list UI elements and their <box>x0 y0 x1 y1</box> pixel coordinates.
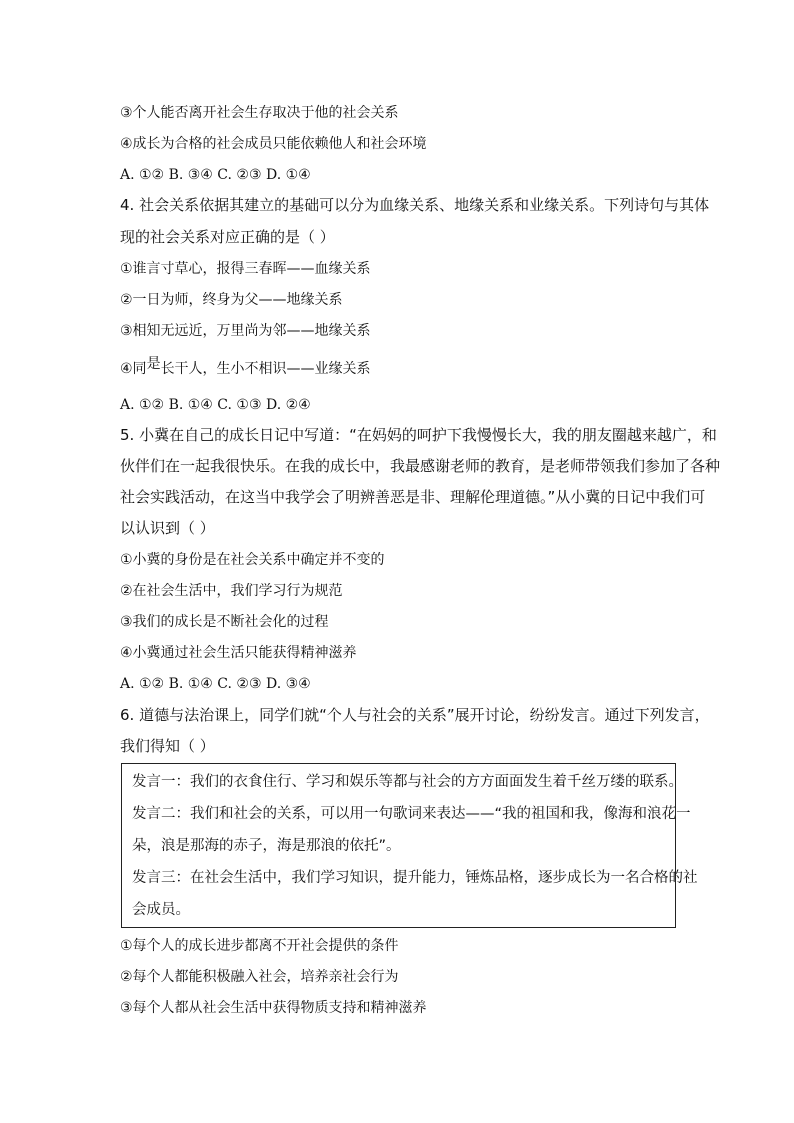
q5-options: A. ①② B. ①④ C. ②③ D. ③④ <box>120 676 311 692</box>
q4-item-4-part-b: 是 <box>146 356 161 372</box>
q6-item-2: ②每个人都能积极融入社会，培养亲社会行为 <box>120 969 399 985</box>
q4-stem-line-2: 现的社会关系对应正确的是（ ） <box>120 228 335 246</box>
q6-speech-3-line-2: 会成员。 <box>132 902 190 918</box>
q4-item-4 <box>120 356 371 378</box>
q3-item-4: ④成长为合格的社会成员只能依赖他人和社会环境 <box>120 136 427 152</box>
q4-item-4-part-c: 长干人，生小不相识——业缘关系 <box>160 361 371 377</box>
q5-stem-line-4: 以认识到（ ） <box>120 519 215 537</box>
q5-item-4: ④小冀通过社会生活只能获得精神滋养 <box>120 645 357 661</box>
q4-item-2: ②一日为师，终身为父——地缘关系 <box>120 292 343 308</box>
q6-speech-box <box>121 763 698 928</box>
q3-item-3: ③个人能否离开社会生存取决于他的社会关系 <box>120 105 399 121</box>
q6-item-1: ①每个人的成长进步都离不开社会提供的条件 <box>120 938 399 954</box>
q3-options: A. ①② B. ③④ C. ②③ D. ①④ <box>120 167 311 183</box>
q6-speech-2-line-2: 朵，浪是那海的赤子，海是那浪的依托”。 <box>132 838 401 854</box>
q5-item-1: ①小冀的身份是在社会关系中确定并不变的 <box>120 552 385 568</box>
q4-stem-line-1: 4. 社会关系依据其建立的基础可以分为血缘关系、地缘关系和业缘关系。下列诗句与其体 <box>120 196 710 214</box>
q4-options: A. ①② B. ①④ C. ①③ D. ②④ <box>120 397 311 413</box>
q4-item-4-part-a: ④同 <box>120 361 147 377</box>
q5-stem-line-2: 伙伴们在一起我很快乐。在我的成长中，我最感谢老师的教育，是老师带领我们参加了各种 <box>120 457 721 475</box>
q6-stem-line-2: 我们得知（ ） <box>120 737 215 755</box>
q5-item-2: ②在社会生活中，我们学习行为规范 <box>120 583 343 599</box>
q5-stem-line-1: 5. 小冀在自己的成长日记中写道：“在妈妈的呵护下我慢慢长大，我的朋友圈越来越广，和 <box>120 426 717 444</box>
q5-stem-line-3: 社会实践活动，在这当中我学会了明辨善恶是非、理解伦理道德。”从小冀的日记中我们可 <box>120 488 706 506</box>
q6-speech-3-line-1: 发言三：在社会生活中，我们学习知识，提升能力，锤炼品格，逐步成长为一名合格的社 <box>132 870 698 886</box>
q6-item-3: ③每个人都从社会生活中获得物质支持和精神滋养 <box>120 1000 427 1016</box>
q5-item-3: ③我们的成长是不断社会化的过程 <box>120 614 329 630</box>
q6-speech-2-line-1: 发言二：我们和社会的关系，可以用一句歌词来表达——“我的祖国和我，像海和浪花一 <box>132 806 691 822</box>
q4-item-1: ①谁言寸草心，报得三春晖——血缘关系 <box>120 261 371 277</box>
q6-stem-line-1: 6. 道德与法治课上，同学们就“个人与社会的关系”展开讨论，纷纷发言。通过下列发言， <box>120 706 710 724</box>
q6-speech-1: 发言一：我们的衣食住行、学习和娱乐等都与社会的方方面面发生着千丝万缕的联系。 <box>132 774 683 790</box>
q4-item-3: ③相知无远近，万里尚为邻——地缘关系 <box>120 323 371 339</box>
